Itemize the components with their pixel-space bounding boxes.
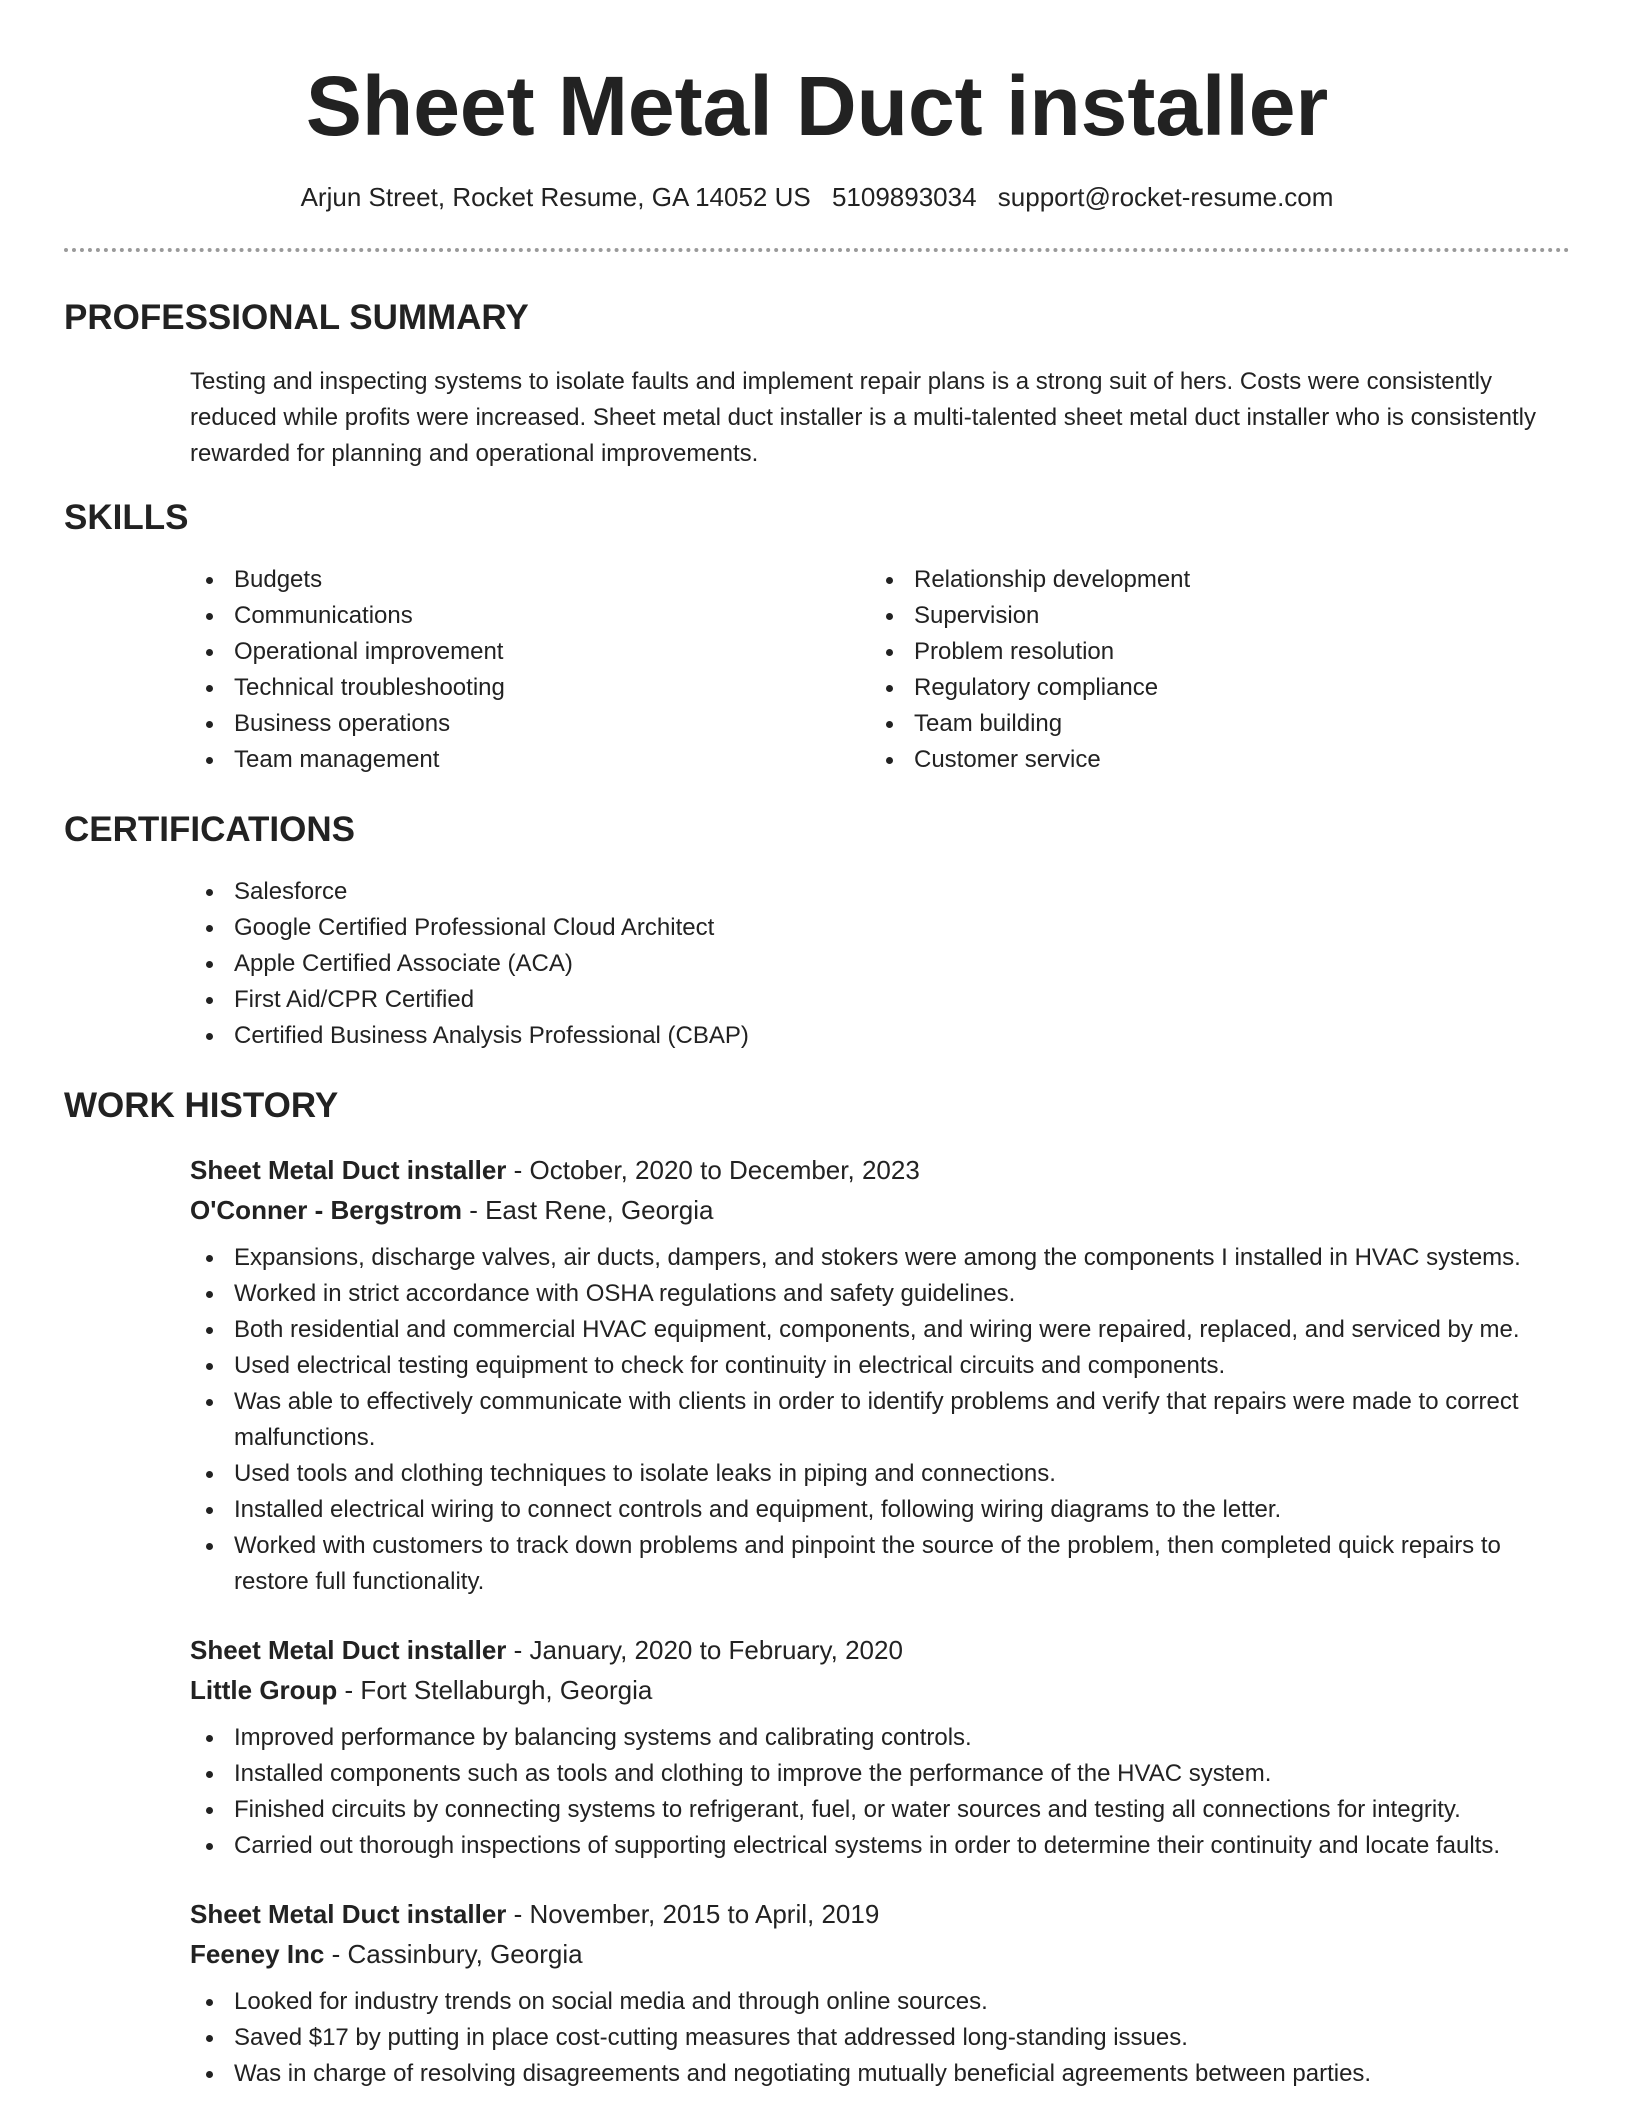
skill-item: Budgets (190, 562, 870, 598)
skill-item: Business operations (190, 706, 870, 742)
job-bullet: Installed components such as tools and clothing to improve the performance of the HVAC system. (190, 1756, 1570, 1792)
certifications-section (64, 808, 1570, 1054)
job-title-line (190, 1630, 1570, 1670)
job-location: - Cassinbury, Georgia (324, 1939, 583, 1969)
job-bullet: Looked for industry trends on social media and through online sources. (190, 1984, 1570, 2020)
job-company-line (190, 1934, 1570, 1974)
work-history-heading: WORK HISTORY (64, 1086, 339, 1125)
job-bullet: Used tools and clothing techniques to isolate leaks in piping and connections. (190, 1456, 1570, 1492)
job-location: - Fort Stellaburgh, Georgia (337, 1675, 653, 1705)
job-dates: - January, 2020 to February, 2020 (506, 1635, 903, 1665)
job-dates: - October, 2020 to December, 2023 (506, 1155, 920, 1185)
job-bullet: Finished circuits by connecting systems to refrigerant, fuel, or water sources and testing all connections for integrity. (190, 1792, 1570, 1828)
summary-heading: PROFESSIONAL SUMMARY (64, 298, 529, 337)
job-bullet: Worked in strict accordance with OSHA regulations and safety guidelines. (190, 1276, 1570, 1312)
skills-left-list (190, 562, 870, 778)
certification-item: Apple Certified Associate (ACA) (190, 946, 1570, 982)
skill-item: Technical troubleshooting (190, 670, 870, 706)
skill-item: Relationship development (870, 562, 1550, 598)
job-bullet: Expansions, discharge valves, air ducts, dampers, and stokers were among the components I installed in HVAC systems. (190, 1240, 1570, 1276)
certification-item: Google Certified Professional Cloud Architect (190, 910, 1570, 946)
job-bullets (190, 1720, 1570, 1864)
contact-line (64, 180, 1570, 214)
job-bullet: Used electrical testing equipment to check for continuity in electrical circuits and components. (190, 1348, 1570, 1384)
job-location: - East Rene, Georgia (461, 1195, 714, 1225)
job-bullet: Carried out thorough inspections of supporting electrical systems in order to determine their continuity and locate faults. (190, 1828, 1570, 1864)
job-dates: - November, 2015 to April, 2019 (506, 1899, 880, 1929)
skill-item: Operational improvement (190, 634, 870, 670)
skill-item: Team management (190, 742, 870, 778)
skills-section (64, 496, 1570, 778)
resume-page (64, 0, 1570, 2092)
work-history-section (64, 1084, 1570, 2092)
skill-item: Supervision (870, 598, 1550, 634)
summary-section (64, 296, 1570, 472)
email: support@rocket-resume.com (997, 182, 1334, 212)
candidate-name: Sheet Metal Duct installer (305, 59, 1329, 153)
job-title: Sheet Metal Duct installer (190, 1635, 507, 1665)
job-bullet: Installed electrical wiring to connect controls and equipment, following wiring diagrams to the letter. (190, 1492, 1570, 1528)
job-company: O'Conner - Bergstrom (190, 1195, 462, 1225)
skills-columns (190, 562, 1570, 778)
certifications-list (190, 874, 1570, 1054)
job-entry (190, 1630, 1570, 1864)
job-title-line (190, 1150, 1570, 1190)
header-divider (64, 248, 1570, 252)
job-bullets (190, 1984, 1570, 2092)
job-entry (190, 1150, 1570, 1600)
job-company: Little Group (190, 1675, 338, 1705)
job-bullet: Saved $17 by putting in place cost-cutting measures that addressed long-standing issues. (190, 2020, 1570, 2056)
skills-heading: SKILLS (64, 498, 189, 537)
certification-item: Salesforce (190, 874, 1570, 910)
certifications-heading: CERTIFICATIONS (64, 810, 356, 849)
skill-item: Communications (190, 598, 870, 634)
job-company: Feeney Inc (190, 1939, 325, 1969)
certification-item: Certified Business Analysis Professional (CBAP) (190, 1018, 1570, 1054)
skills-right-list (870, 562, 1550, 778)
skill-item: Problem resolution (870, 634, 1550, 670)
summary-text: Testing and inspecting systems to isolate faults and implement repair plans is a strong suit of hers. Costs were consistently reduced while profits were increased. Sheet metal duct installer is a multi-talented sheet metal duct installer who is consistently rewarded for planning and operational improvements. (190, 368, 1536, 467)
skill-item: Regulatory compliance (870, 670, 1550, 706)
job-entry (190, 1894, 1570, 2092)
job-bullet: Improved performance by balancing systems and calibrating controls. (190, 1720, 1570, 1756)
job-bullets (190, 1240, 1570, 1600)
job-bullet: Was in charge of resolving disagreements and negotiating mutually beneficial agreements between parties. (190, 2056, 1570, 2092)
job-title: Sheet Metal Duct installer (190, 1899, 507, 1929)
skill-item: Customer service (870, 742, 1550, 778)
job-bullet: Was able to effectively communicate with clients in order to identify problems and verify that repairs were made to correct malfunctions. (190, 1384, 1570, 1456)
job-company-line (190, 1190, 1570, 1230)
job-title: Sheet Metal Duct installer (190, 1155, 507, 1185)
address: Arjun Street, Rocket Resume, GA 14052 US (300, 182, 811, 212)
phone: 5109893034 (831, 182, 977, 212)
job-company-line (190, 1670, 1570, 1710)
job-bullet: Worked with customers to track down problems and pinpoint the source of the problem, then completed quick repairs to restore full functionality. (190, 1528, 1570, 1600)
skill-item: Team building (870, 706, 1550, 742)
certification-item: First Aid/CPR Certified (190, 982, 1570, 1018)
job-title-line (190, 1894, 1570, 1934)
job-bullet: Both residential and commercial HVAC equipment, components, and wiring were repaired, replaced, and serviced by me. (190, 1312, 1570, 1348)
